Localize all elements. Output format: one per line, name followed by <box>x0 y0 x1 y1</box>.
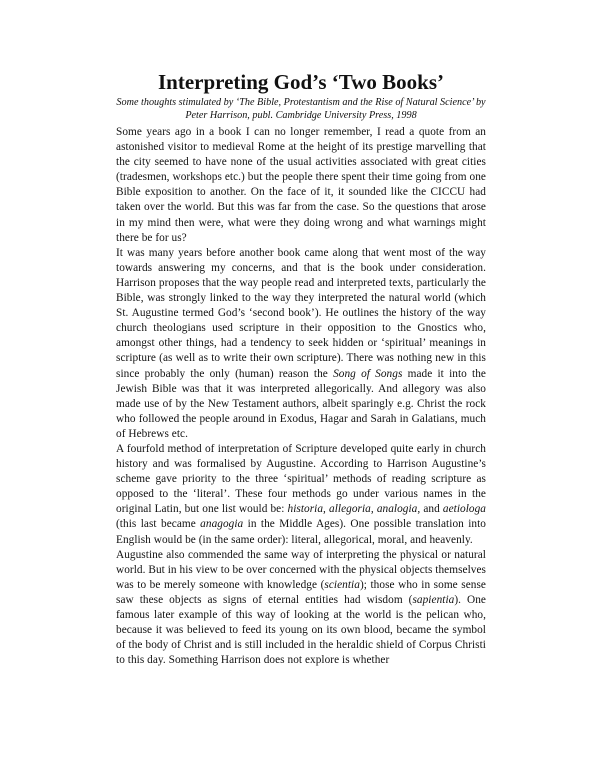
paragraph-text: made it into the Jewish Bible was that it was interpreted allegorically. And allegory was also made use of by the New Testament authors, albeit sparingly e.g. Christ the rock who followed the people around in Exodus, Hagar and Sarah in Galatians, much of Hebrews etc. <box>116 367 487 440</box>
latin-term: aetiologa <box>442 503 486 516</box>
document-page <box>116 70 486 668</box>
paragraph-text: ). One famous later example of this way of looking at the world is the pelican who, because it was believed to feed its young on its own blood, became the symbol of the body of Christ and is still included in the heraldic shield of Corpus Christi to this day. Something Harrison does not explore is whether <box>116 593 486 667</box>
italic-title: Song of Songs <box>333 367 403 380</box>
paragraph <box>116 442 486 548</box>
paragraph-text: in the Middle Ages). One possible translation into English would be (in the same order): literal, allegorical, moral, and heavenly. <box>116 518 486 546</box>
latin-term: anagogia <box>200 518 244 531</box>
paragraph-text: Augustine also commended the same way of interpreting the physical or natural world. But in his view to be over concerned with the physical objects themselves was to be merely someone with knowledge ( <box>116 548 486 591</box>
paragraph-text: A fourfold method of interpretation of Scripture developed quite early in church history and was formalised by Augustine. According to Harrison Augustine’s scheme gave priority to the three ‘spiritual’ methods of reading scripture as opposed to the ‘literal’. These four methods go under various names in the original Latin, but one list would be: <box>116 442 486 516</box>
paragraph <box>116 246 486 442</box>
paragraph-text: and <box>420 503 443 516</box>
paragraph-text: It was many years before another book came along that went most of the way towards answering my concerns, and that is the book under consideration. Harrison proposes that the way people read and interpreted texts, particularly the Bible, was strongly linked to the way they interpreted the natural world (which St. Augustine termed God’s ‘second book’). He outlines the history of the way church theologians used scripture in their opposition to the Gnostics who, amongst other things, had a tendency to seek hidden or ‘spiritual’ meanings in scripture (as well as to write their own scripture). There was nothing new in this since probably the only (human) reason the <box>116 246 486 380</box>
paragraph-text: (this last became <box>116 518 201 531</box>
latin-term: scientia <box>324 578 360 591</box>
document-subtitle: Some thoughts stimulated by ‘The Bible, Protestantism and the Rise of Natural Science’ by Peter Harrison, publ. Cambridge University Press, 1998 <box>116 97 486 121</box>
latin-term: sapientia <box>412 593 455 606</box>
document-title: Interpreting God’s ‘Two Books’ <box>157 70 445 94</box>
latin-term: historia, allegoria, analogia, <box>287 503 421 516</box>
paragraph-text: Some years ago in a book I can no longer remember, I read a quote from an astonished visitor to medieval Rome at the height of its prestige marvelling that the city seemed to have none of the usual activities associated with great cities (tradesmen, workshops etc.) but the people there spent their time going from one Bible exposition to another. On the face of it, it sounded like the CICCU had taken over the world. But this was far from the case. So the questions that arose in my mind then were, what were they doing wrong and what warnings might there be for us? <box>116 126 486 244</box>
paragraph <box>116 548 486 669</box>
paragraph-text: ); those who in some sense saw these objects as signs of eternal entities had wisdom ( <box>116 578 486 606</box>
paragraph <box>116 125 486 246</box>
